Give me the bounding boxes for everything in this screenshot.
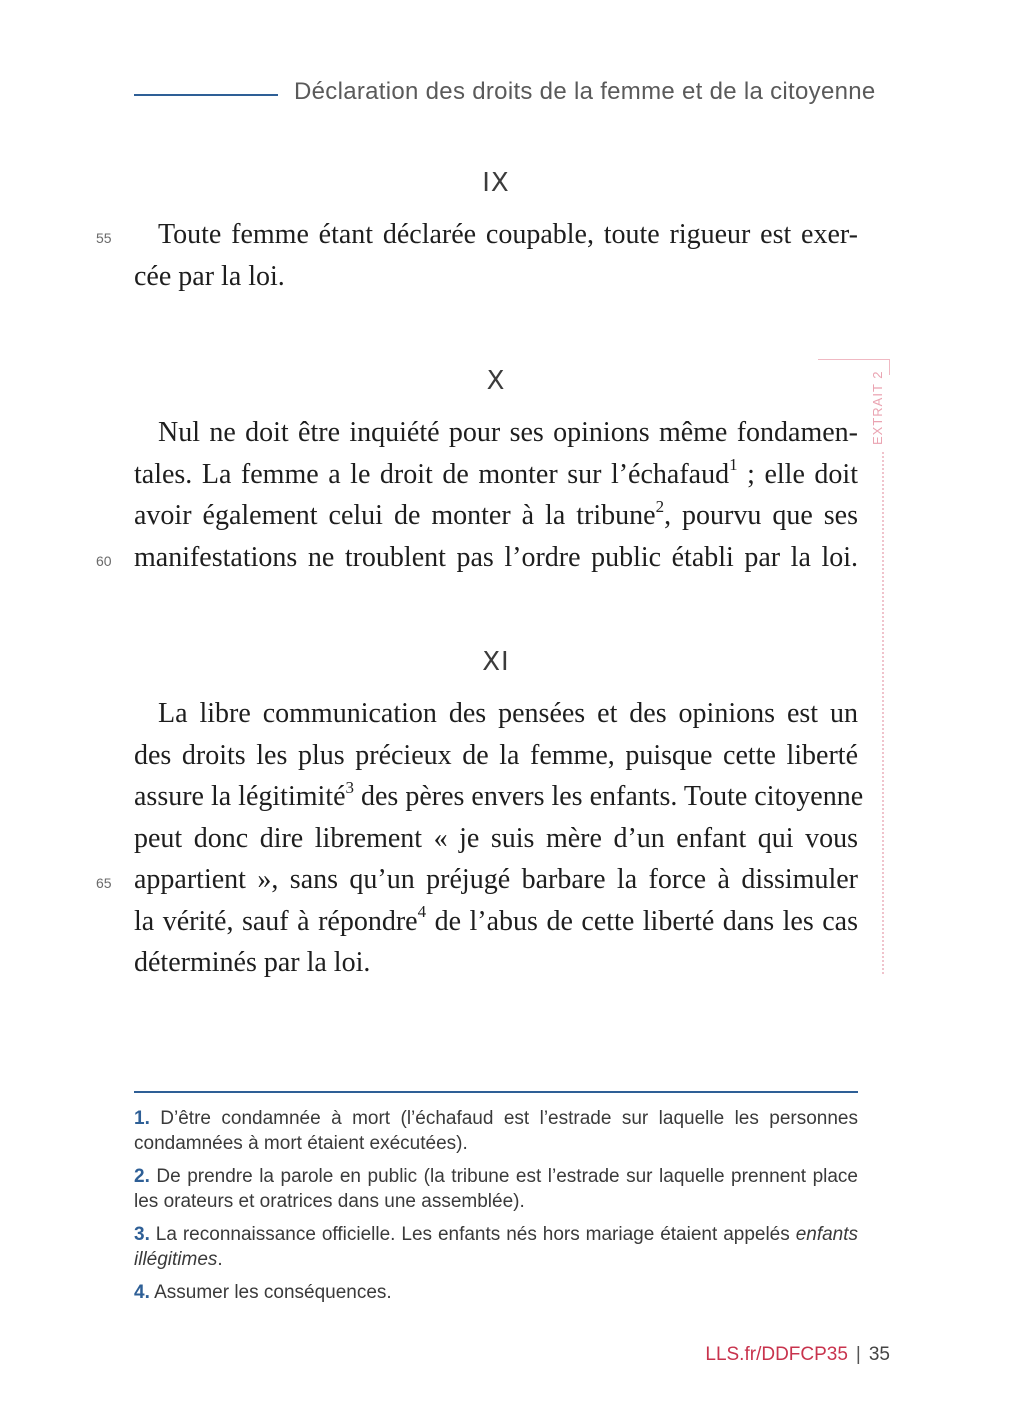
text-line: cée par la loi. [134,260,285,292]
article-number-xi: XI [482,647,510,677]
footnote-text: Assumer les conséquences. [154,1282,392,1303]
footnote-text: D’être condamnée à mort (l’échafaud est l’estrade sur laquelle les personnes condamnées à mort étaient exécutées). [134,1108,858,1154]
text-line: déterminés par la loi. [134,947,371,978]
article-xi-text [134,693,864,984]
text-segment: la vérité, sauf à répondre [134,905,418,937]
sidebar-dotted-line [882,452,884,974]
text-line [134,901,858,943]
text-line: appartient », sans qu’un préjugé barbare la force à dissimuler [134,864,858,895]
text-segment: des pères envers les enfants. Toute citoyenne [354,781,864,812]
footnote-ref-2[interactable]: 2 [655,496,665,516]
text-segment: de l’abus de cette liberté dans les cas [426,905,858,937]
footnote-text: De prendre la parole en public (la tribune est l’estrade sur laquelle prennent place les orateurs et oratrices dans une assemblée). [134,1166,858,1212]
text-line [134,776,864,818]
footnote-number: 3. [134,1224,150,1245]
text-line: Nul ne doit être inquiété pour ses opinions même fondamen- [158,417,858,448]
footnote-italic-term: enfants illégitimes [134,1224,859,1270]
running-header-title: Déclaration des droits de la femme et de la citoyenne [294,78,876,105]
line-number: 55 [96,230,112,246]
page-number: 35 [868,1344,890,1365]
footnote-ref-3[interactable]: 3 [345,777,354,797]
text-segment: , pourvu que ses [664,500,858,531]
header-rule [134,94,278,96]
text-line [134,495,858,537]
text-segment: tales. La femme a le droit de monter sur l’échafaud [134,458,730,490]
footnotes-rule [134,1091,858,1093]
text-line: manifestations ne troublent pas l’ordre public établi par la loi. [134,541,858,573]
text-line: peut donc dire librement « je suis mère d’un enfant qui vous [134,822,858,854]
text-line: La libre communication des pensées et des opinions est un [158,698,858,729]
footnote-ref-1[interactable]: 1 [729,455,738,475]
footnote-number: 2. [134,1166,150,1187]
sidebar-extract-label: EXTRAIT 2 [870,370,885,445]
footer-separator: | [855,1344,861,1365]
text-line [134,454,858,496]
footnote-number: 4. [134,1282,150,1303]
article-x-text [134,412,858,578]
article-number-x: X [486,366,506,396]
text-segment: ; elle doit [737,458,858,490]
text-segment: avoir également celui de monter à la tribune [134,500,656,531]
article-ix-text [134,214,858,297]
text-line: des droits les plus précieux de la femme, puisque cette liberté [134,739,858,771]
text-segment: assure la légitimité [134,781,346,812]
footnote-number: 1. [134,1108,150,1129]
page-footer [600,1344,890,1366]
sidebar-tick [889,359,890,375]
footnote-3 [134,1222,858,1272]
line-number: 65 [96,875,112,891]
footnote-ref-4[interactable]: 4 [417,902,427,922]
footnote-1 [134,1106,858,1156]
text-line: Toute femme étant déclarée coupable, toute rigueur est exer- [158,219,858,250]
footnote-text: La reconnaissance officielle. Les enfants nés hors mariage étaient appelés [155,1224,790,1245]
article-number-ix: IX [482,168,510,198]
line-number: 60 [96,553,112,569]
footnote-2 [134,1164,858,1214]
footnote-text-end: . [217,1249,223,1270]
footnote-4 [134,1280,858,1305]
footer-link[interactable]: LLS.fr/DDFCP35 [705,1344,848,1365]
